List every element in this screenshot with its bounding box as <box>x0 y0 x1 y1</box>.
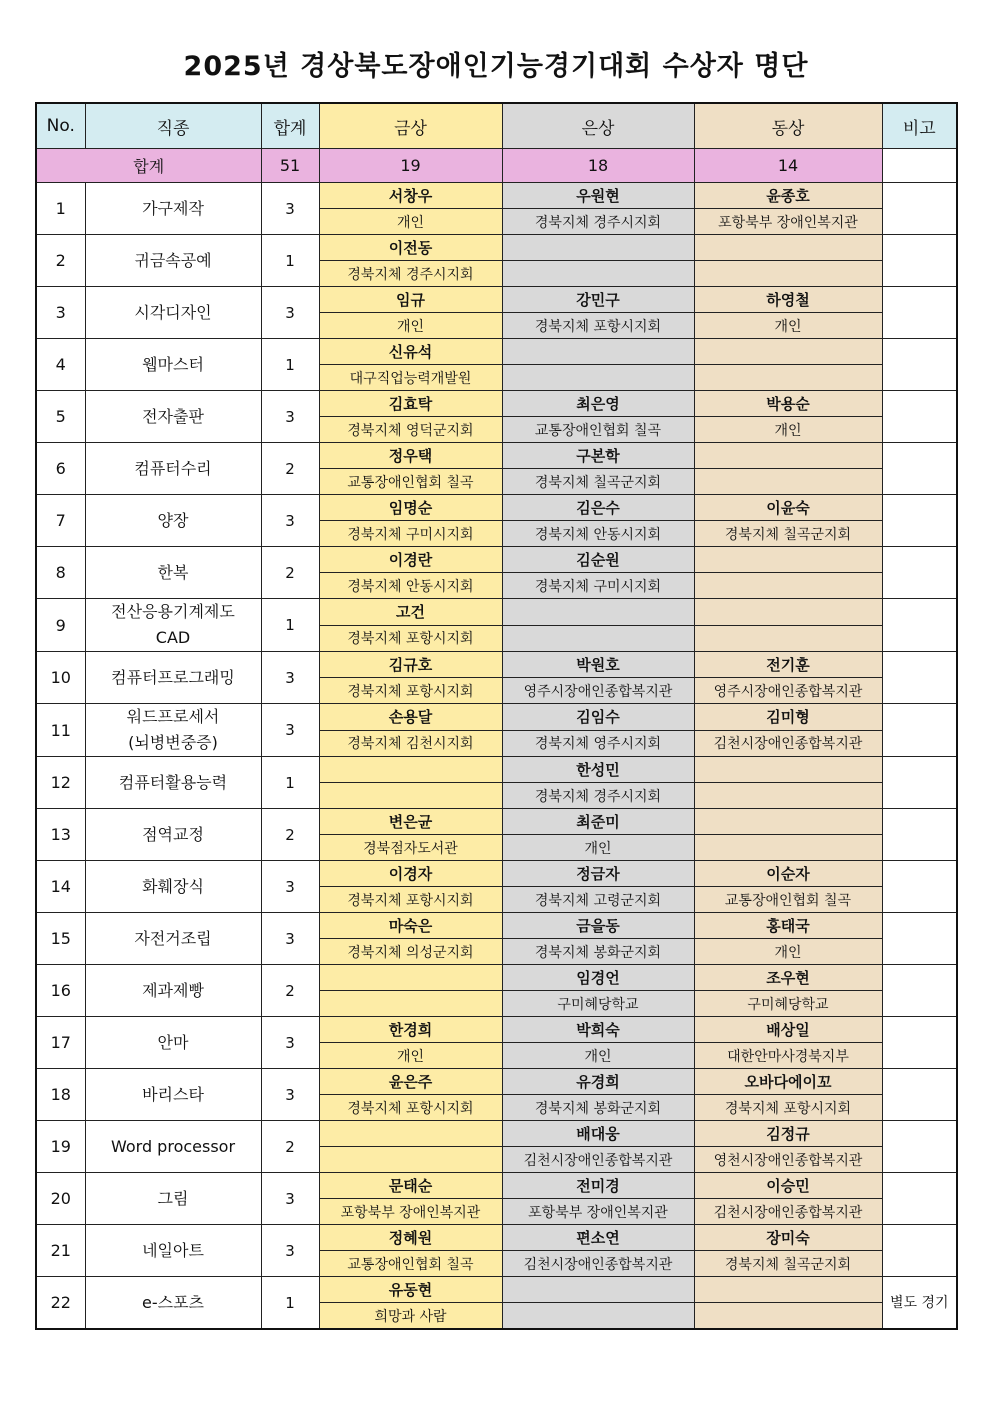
bronze-winner-org <box>694 783 882 809</box>
summary-note <box>882 149 957 183</box>
summary-silver: 18 <box>502 149 694 183</box>
awards-table <box>35 102 958 1330</box>
row-number: 18 <box>36 1069 85 1121</box>
gold-winner-org: 포항북부 장애인복지관 <box>319 1199 502 1225</box>
row-number: 12 <box>36 757 85 809</box>
table-row <box>36 1277 957 1303</box>
category-cell <box>85 809 261 861</box>
row-number: 7 <box>36 495 85 547</box>
bronze-winner-org: 김천시장애인종합복지관 <box>694 1199 882 1225</box>
category-cell <box>85 1069 261 1121</box>
bronze-winner-org: 교통장애인협회 칠곡 <box>694 887 882 913</box>
note-cell <box>882 1225 957 1277</box>
gold-winner-name: 정우택 <box>319 443 502 469</box>
note-cell <box>882 704 957 757</box>
row-number: 3 <box>36 287 85 339</box>
bronze-winner-org <box>694 625 882 652</box>
bronze-winner-org: 경북지체 칠곡군지회 <box>694 1251 882 1277</box>
silver-winner-org <box>502 625 694 652</box>
category-label: 제과제빵 <box>142 980 204 1000</box>
silver-winner-name <box>502 1277 694 1303</box>
bronze-winner-name <box>694 809 882 835</box>
gold-winner-name: 임명순 <box>319 495 502 521</box>
header-total: 합계 <box>261 103 319 149</box>
silver-winner-name: 구본학 <box>502 443 694 469</box>
page-title: 2025년 경상북도장애인기능경기대회 수상자 명단 <box>183 51 809 82</box>
silver-winner-org: 경북지체 안동시지회 <box>502 521 694 547</box>
row-total: 3 <box>261 1173 319 1225</box>
table-row <box>36 1017 957 1043</box>
row-total: 2 <box>261 547 319 599</box>
bronze-winner-name: 윤종호 <box>694 183 882 209</box>
table-row <box>36 913 957 939</box>
row-total: 3 <box>261 1069 319 1121</box>
bronze-winner-name: 오바다에이꼬 <box>694 1069 882 1095</box>
gold-winner-org: 대구직업능력개발원 <box>319 365 502 391</box>
gold-winner-org: 경북지체 영덕군지회 <box>319 417 502 443</box>
silver-winner-org: 포항북부 장애인복지관 <box>502 1199 694 1225</box>
silver-winner-org: 구미혜당학교 <box>502 991 694 1017</box>
category-label: Word processor <box>110 1136 236 1156</box>
table-row <box>36 287 957 313</box>
row-total: 3 <box>261 495 319 547</box>
header-note: 비고 <box>882 103 957 149</box>
category-label: 컴퓨터수리 <box>134 458 212 478</box>
note-cell: 별도 경기 <box>882 1277 957 1330</box>
row-number: 16 <box>36 965 85 1017</box>
note-cell <box>882 913 957 965</box>
silver-winner-org: 영주시장애인종합복지관 <box>502 678 694 704</box>
gold-winner-org: 개인 <box>319 209 502 235</box>
bronze-winner-org <box>694 365 882 391</box>
row-number: 1 <box>36 183 85 235</box>
gold-winner-org: 경북지체 포항시지회 <box>319 625 502 652</box>
row-total: 2 <box>261 809 319 861</box>
gold-winner-name: 윤은주 <box>319 1069 502 1095</box>
bronze-winner-name: 박용순 <box>694 391 882 417</box>
gold-winner-name: 임규 <box>319 287 502 313</box>
table-row <box>36 547 957 573</box>
category-cell <box>85 965 261 1017</box>
category-label: CAD <box>155 628 191 647</box>
category-cell <box>85 495 261 547</box>
category-cell <box>85 1121 261 1173</box>
row-number: 21 <box>36 1225 85 1277</box>
gold-winner-name: 유동현 <box>319 1277 502 1303</box>
note-cell <box>882 652 957 704</box>
gold-winner-name: 이경자 <box>319 861 502 887</box>
gold-winner-org: 개인 <box>319 313 502 339</box>
gold-winner-name: 신유석 <box>319 339 502 365</box>
silver-winner-name <box>502 599 694 626</box>
category-label: 그림 <box>157 1188 189 1208</box>
category-label: 바리스타 <box>142 1084 204 1104</box>
row-number: 9 <box>36 599 85 652</box>
gold-winner-name: 고건 <box>319 599 502 626</box>
bronze-winner-name <box>694 339 882 365</box>
note-cell <box>882 809 957 861</box>
table-row <box>36 1121 957 1147</box>
gold-winner-org <box>319 783 502 809</box>
gold-winner-name: 마숙은 <box>319 913 502 939</box>
category-cell <box>85 1277 261 1330</box>
bronze-winner-org <box>694 573 882 599</box>
note-cell <box>882 599 957 652</box>
row-number: 14 <box>36 861 85 913</box>
row-total: 3 <box>261 183 319 235</box>
bronze-winner-org <box>694 1303 882 1330</box>
category-cell <box>85 391 261 443</box>
gold-winner-org: 경북점자도서관 <box>319 835 502 861</box>
silver-winner-org: 경북지체 구미시지회 <box>502 573 694 599</box>
row-total: 3 <box>261 1225 319 1277</box>
row-number: 19 <box>36 1121 85 1173</box>
gold-winner-org: 교통장애인협회 칠곡 <box>319 1251 502 1277</box>
silver-winner-name: 우원현 <box>502 183 694 209</box>
row-total: 3 <box>261 704 319 757</box>
category-label: 가구제작 <box>142 198 204 218</box>
bronze-winner-name <box>694 235 882 261</box>
silver-winner-name: 박희숙 <box>502 1017 694 1043</box>
table-row <box>36 339 957 365</box>
category-cell <box>85 704 261 757</box>
bronze-winner-name <box>694 1277 882 1303</box>
note-cell <box>882 1017 957 1069</box>
bronze-winner-org: 영주시장애인종합복지관 <box>694 678 882 704</box>
category-cell <box>85 757 261 809</box>
note-cell <box>882 861 957 913</box>
row-total: 1 <box>261 599 319 652</box>
bronze-winner-name: 하영철 <box>694 287 882 313</box>
row-number: 4 <box>36 339 85 391</box>
bronze-winner-org: 대한안마사경북지부 <box>694 1043 882 1069</box>
silver-winner-name: 정금자 <box>502 861 694 887</box>
header-row <box>36 103 957 149</box>
row-total: 2 <box>261 965 319 1017</box>
gold-winner-org: 경북지체 안동시지회 <box>319 573 502 599</box>
bronze-winner-org: 경북지체 칠곡군지회 <box>694 521 882 547</box>
row-total: 1 <box>261 339 319 391</box>
category-label: 안마 <box>157 1032 189 1052</box>
category-label: 화훼장식 <box>142 876 204 896</box>
table-row <box>36 391 957 417</box>
silver-winner-name: 전미경 <box>502 1173 694 1199</box>
table-row <box>36 599 957 626</box>
silver-winner-org: 경북지체 포항시지회 <box>502 313 694 339</box>
header-category: 직종 <box>85 103 261 149</box>
note-cell <box>882 235 957 287</box>
table-row <box>36 495 957 521</box>
category-cell <box>85 1225 261 1277</box>
category-label: 전산응용기계제도 <box>111 602 235 621</box>
silver-winner-name: 최준미 <box>502 809 694 835</box>
gold-winner-name <box>319 965 502 991</box>
category-label: (뇌병변중증) <box>128 733 218 752</box>
table-row <box>36 1173 957 1199</box>
gold-winner-name: 정혜원 <box>319 1225 502 1251</box>
category-cell <box>85 443 261 495</box>
category-cell <box>85 1017 261 1069</box>
silver-winner-org: 경북지체 경주시지회 <box>502 783 694 809</box>
gold-winner-org: 경북지체 포항시지회 <box>319 678 502 704</box>
silver-winner-name: 편소연 <box>502 1225 694 1251</box>
row-number: 13 <box>36 809 85 861</box>
header-no: No. <box>36 103 85 149</box>
bronze-winner-org: 개인 <box>694 313 882 339</box>
table-row <box>36 1225 957 1251</box>
gold-winner-org: 희망과 사람 <box>319 1303 502 1330</box>
note-cell <box>882 1069 957 1121</box>
silver-winner-org: 교통장애인협회 칠곡 <box>502 417 694 443</box>
note-cell <box>882 965 957 1017</box>
category-label: 네일아트 <box>142 1240 204 1260</box>
silver-winner-org <box>502 261 694 287</box>
bronze-winner-name: 김미형 <box>694 704 882 731</box>
table-row <box>36 183 957 209</box>
silver-winner-name: 임경언 <box>502 965 694 991</box>
summary-bronze: 14 <box>694 149 882 183</box>
note-cell <box>882 339 957 391</box>
gold-winner-name <box>319 1121 502 1147</box>
bronze-winner-org: 경북지체 포항시지회 <box>694 1095 882 1121</box>
row-number: 15 <box>36 913 85 965</box>
category-label: 양장 <box>157 510 189 530</box>
bronze-winner-name <box>694 443 882 469</box>
category-cell <box>85 599 261 652</box>
gold-winner-org <box>319 991 502 1017</box>
bronze-winner-org <box>694 835 882 861</box>
note-cell <box>882 1121 957 1173</box>
table-row <box>36 652 957 678</box>
row-total: 1 <box>261 1277 319 1330</box>
silver-winner-org: 개인 <box>502 1043 694 1069</box>
category-cell <box>85 339 261 391</box>
note-cell <box>882 1173 957 1225</box>
category-label: 웹마스터 <box>142 354 204 374</box>
silver-winner-name: 최은영 <box>502 391 694 417</box>
gold-winner-org <box>319 1147 502 1173</box>
row-number: 5 <box>36 391 85 443</box>
row-total: 3 <box>261 1017 319 1069</box>
bronze-winner-name: 조우현 <box>694 965 882 991</box>
row-number: 6 <box>36 443 85 495</box>
silver-winner-org: 경북지체 영주시지회 <box>502 730 694 757</box>
gold-winner-name <box>319 757 502 783</box>
silver-winner-org: 경북지체 봉화군지회 <box>502 1095 694 1121</box>
row-total: 3 <box>261 861 319 913</box>
note-cell <box>882 495 957 547</box>
header-bronze: 동상 <box>694 103 882 149</box>
table-row <box>36 704 957 731</box>
silver-winner-name: 유경희 <box>502 1069 694 1095</box>
bronze-winner-org: 개인 <box>694 939 882 965</box>
row-number: 22 <box>36 1277 85 1330</box>
bronze-winner-name: 배상일 <box>694 1017 882 1043</box>
silver-winner-name: 박원호 <box>502 652 694 678</box>
header-gold: 금상 <box>319 103 502 149</box>
row-total: 3 <box>261 913 319 965</box>
summary-total: 51 <box>261 149 319 183</box>
gold-winner-org: 교통장애인협회 칠곡 <box>319 469 502 495</box>
table-row <box>36 1069 957 1095</box>
gold-winner-name: 이경란 <box>319 547 502 573</box>
table-row <box>36 235 957 261</box>
gold-winner-org: 경북지체 경주시지회 <box>319 261 502 287</box>
silver-winner-org: 경북지체 경주시지회 <box>502 209 694 235</box>
bronze-winner-name <box>694 547 882 573</box>
silver-winner-name: 강민구 <box>502 287 694 313</box>
bronze-winner-name: 이윤숙 <box>694 495 882 521</box>
row-total: 1 <box>261 235 319 287</box>
bronze-winner-name: 홍태국 <box>694 913 882 939</box>
row-number: 2 <box>36 235 85 287</box>
note-cell <box>882 287 957 339</box>
bronze-winner-name: 장미숙 <box>694 1225 882 1251</box>
silver-winner-org: 경북지체 봉화군지회 <box>502 939 694 965</box>
silver-winner-name: 김순원 <box>502 547 694 573</box>
gold-winner-name: 문태순 <box>319 1173 502 1199</box>
silver-winner-name: 배대웅 <box>502 1121 694 1147</box>
category-label: 컴퓨터활용능력 <box>118 772 228 792</box>
note-cell <box>882 183 957 235</box>
gold-winner-org: 경북지체 의성군지회 <box>319 939 502 965</box>
gold-winner-name: 김규호 <box>319 652 502 678</box>
bronze-winner-name: 이순자 <box>694 861 882 887</box>
bronze-winner-name: 이승민 <box>694 1173 882 1199</box>
gold-winner-org: 경북지체 김천시지회 <box>319 730 502 757</box>
gold-winner-name: 손용달 <box>319 704 502 731</box>
bronze-winner-name: 전기훈 <box>694 652 882 678</box>
category-label: 워드프로세서 <box>126 707 220 726</box>
gold-winner-org: 개인 <box>319 1043 502 1069</box>
gold-winner-name: 변은균 <box>319 809 502 835</box>
summary-gold: 19 <box>319 149 502 183</box>
gold-winner-name: 이전동 <box>319 235 502 261</box>
bronze-winner-org: 구미혜당학교 <box>694 991 882 1017</box>
row-number: 17 <box>36 1017 85 1069</box>
category-label: 점역교정 <box>142 824 204 844</box>
bronze-winner-name: 김정규 <box>694 1121 882 1147</box>
category-label: 한복 <box>157 562 189 582</box>
category-cell <box>85 287 261 339</box>
note-cell <box>882 443 957 495</box>
category-cell <box>85 913 261 965</box>
note-cell <box>882 391 957 443</box>
silver-winner-org: 김천시장애인종합복지관 <box>502 1147 694 1173</box>
bronze-winner-name <box>694 757 882 783</box>
silver-winner-name: 금을동 <box>502 913 694 939</box>
summary-label: 합계 <box>36 149 261 183</box>
summary-row <box>36 149 957 183</box>
gold-winner-org: 경북지체 포항시지회 <box>319 887 502 913</box>
gold-winner-org: 경북지체 포항시지회 <box>319 1095 502 1121</box>
row-total: 2 <box>261 1121 319 1173</box>
silver-winner-org: 경북지체 고령군지회 <box>502 887 694 913</box>
bronze-winner-org: 김천시장애인종합복지관 <box>694 730 882 757</box>
bronze-winner-org: 포항북부 장애인복지관 <box>694 209 882 235</box>
silver-winner-org <box>502 1303 694 1330</box>
category-cell <box>85 235 261 287</box>
bronze-winner-org <box>694 261 882 287</box>
category-label: 자전거조립 <box>134 928 212 948</box>
gold-winner-name: 서창우 <box>319 183 502 209</box>
row-number: 10 <box>36 652 85 704</box>
row-number: 20 <box>36 1173 85 1225</box>
table-row <box>36 443 957 469</box>
category-cell <box>85 183 261 235</box>
category-cell <box>85 861 261 913</box>
row-number: 8 <box>36 547 85 599</box>
gold-winner-org: 경북지체 구미시지회 <box>319 521 502 547</box>
row-total: 3 <box>261 652 319 704</box>
silver-winner-name <box>502 235 694 261</box>
bronze-winner-org <box>694 469 882 495</box>
table-row <box>36 757 957 783</box>
category-label: 전자출판 <box>142 406 204 426</box>
silver-winner-name: 한성민 <box>502 757 694 783</box>
category-label: 컴퓨터프로그래밍 <box>111 667 235 687</box>
category-cell <box>85 1173 261 1225</box>
row-total: 1 <box>261 757 319 809</box>
silver-winner-org: 경북지체 칠곡군지회 <box>502 469 694 495</box>
silver-winner-org: 개인 <box>502 835 694 861</box>
table-row <box>36 861 957 887</box>
silver-winner-name <box>502 339 694 365</box>
table-row <box>36 809 957 835</box>
row-total: 2 <box>261 443 319 495</box>
bronze-winner-org: 영천시장애인종합복지관 <box>694 1147 882 1173</box>
category-label: e-스포츠 <box>142 1292 204 1312</box>
row-number: 11 <box>36 704 85 757</box>
category-cell <box>85 547 261 599</box>
category-cell <box>85 652 261 704</box>
category-label: 시각디자인 <box>134 302 212 322</box>
gold-winner-name: 김효탁 <box>319 391 502 417</box>
note-cell <box>882 757 957 809</box>
table-row <box>36 965 957 991</box>
bronze-winner-name <box>694 599 882 626</box>
gold-winner-name: 한경희 <box>319 1017 502 1043</box>
row-total: 3 <box>261 287 319 339</box>
bronze-winner-org: 개인 <box>694 417 882 443</box>
silver-winner-name: 김은수 <box>502 495 694 521</box>
silver-winner-org <box>502 365 694 391</box>
header-silver: 은상 <box>502 103 694 149</box>
note-cell <box>882 547 957 599</box>
category-label: 귀금속공예 <box>134 250 212 270</box>
row-total: 3 <box>261 391 319 443</box>
silver-winner-name: 김임수 <box>502 704 694 731</box>
silver-winner-org: 김천시장애인종합복지관 <box>502 1251 694 1277</box>
